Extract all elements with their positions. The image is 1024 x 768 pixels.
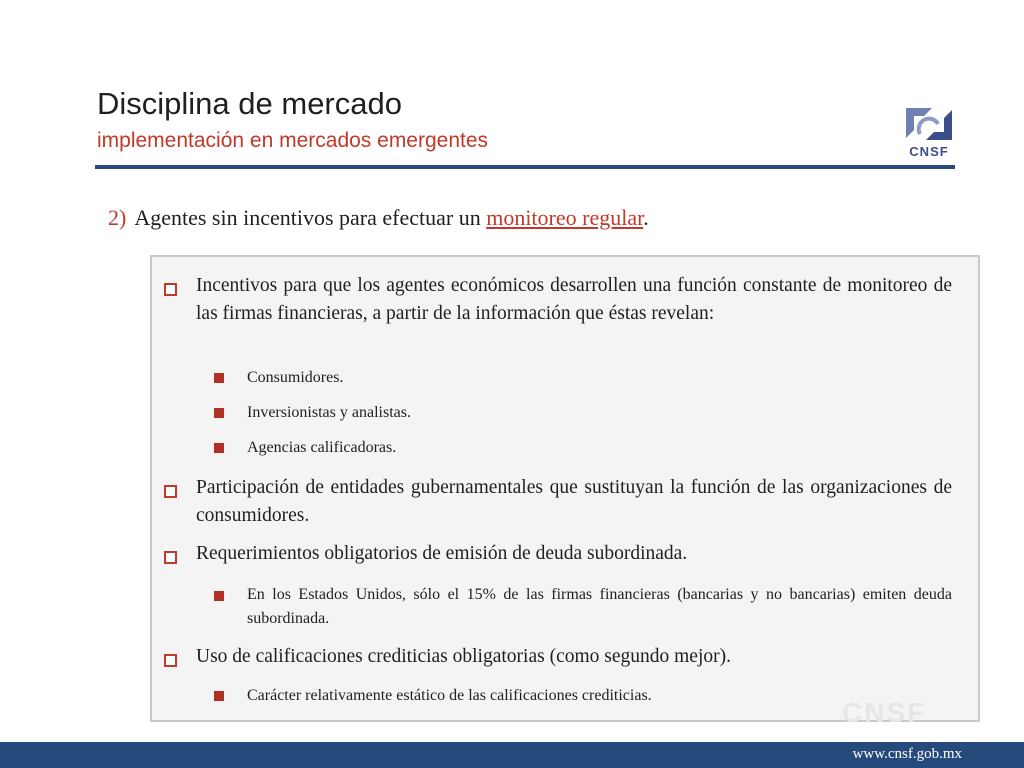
- title-divider: [95, 165, 955, 169]
- point-number: 2): [108, 205, 127, 230]
- checkbox-bullet-icon: [164, 654, 177, 667]
- sub-bullet-item: En los Estados Unidos, sólo el 15% de las firmas financieras (bancarias y no bancarias) emiten deuda subordinada.: [247, 586, 952, 627]
- checkbox-bullet-icon: [164, 485, 177, 498]
- checkbox-bullet-icon: [164, 551, 177, 564]
- cnsf-logo: [900, 104, 958, 158]
- bullet-item: Requerimientos obligatorios de emisión de deuda subordinada.: [196, 543, 688, 564]
- square-bullet-icon: [214, 373, 224, 383]
- checkbox-bullet-icon: [164, 283, 177, 296]
- footer-url[interactable]: www.cnsf.gob.mx: [852, 746, 962, 762]
- monitoreo-regular-link[interactable]: monitoreo regular: [486, 205, 644, 230]
- cnsf-watermark: CNSF: [842, 697, 927, 728]
- bullet-item: Participación de entidades gubernamentales que sustituyan la función de las organizaciones de consumidores.: [196, 477, 952, 526]
- cnsf-logo-icon: [900, 104, 958, 144]
- slide-subtitle: implementación en mercados emergentes: [97, 129, 489, 152]
- point-text-end: .: [643, 205, 649, 230]
- sub-bullet-item: Inversionistas y analistas.: [247, 404, 411, 421]
- square-bullet-icon: [214, 591, 224, 601]
- bullet-item: Incentivos para que los agentes económicos desarrollen una función constante de monitoreo de las firmas financieras, a partir de la información que éstas revelan:: [196, 275, 952, 324]
- sub-bullet-item: Agencias calificadoras.: [247, 439, 397, 456]
- point-text: Agentes sin incentivos para efectuar un: [134, 205, 487, 230]
- sub-bullet-item: Carácter relativamente estático de las calificaciones crediticias.: [247, 687, 652, 704]
- main-point: [108, 205, 649, 231]
- logo-text: CNSF: [909, 144, 949, 159]
- slide-title: Disciplina de mercado: [97, 86, 402, 121]
- square-bullet-icon: [214, 691, 224, 701]
- square-bullet-icon: [214, 443, 224, 453]
- sub-bullet-item: Consumidores.: [247, 369, 344, 386]
- bullet-item: Uso de calificaciones crediticias obligatorias (como segundo mejor).: [196, 646, 731, 667]
- content-box: [150, 255, 980, 728]
- footer-bar: [0, 742, 1024, 768]
- square-bullet-icon: [214, 408, 224, 418]
